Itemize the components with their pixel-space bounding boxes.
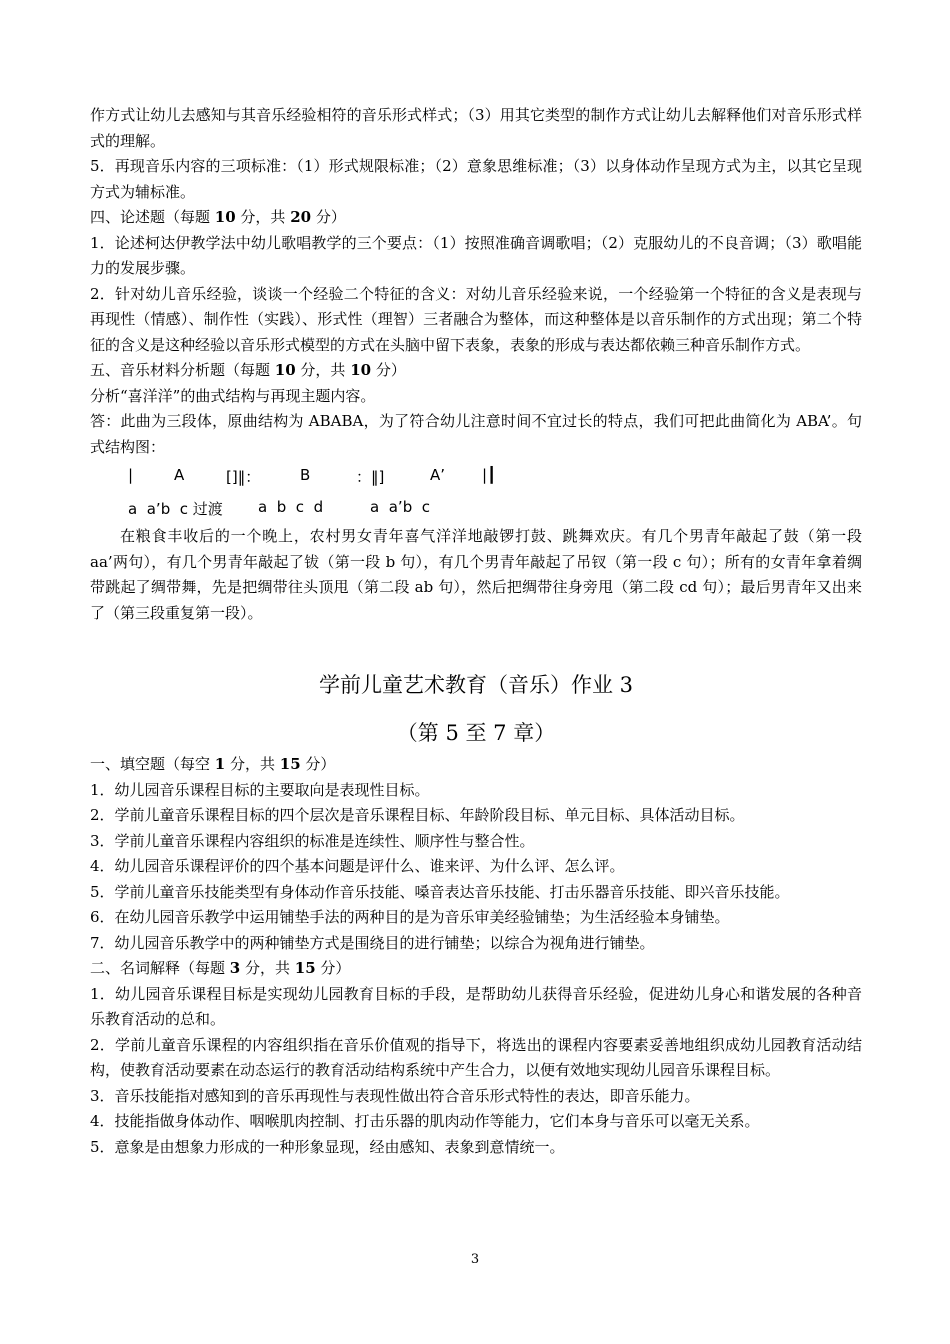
list-item: 5．学前儿童音乐技能类型有身体动作音乐技能、嗓音表达音乐技能、打击乐器音乐技能、即兴音乐技能。 [90, 882, 790, 901]
answer-text: 答：此曲为三段体，原曲结构为 ABABA，为了符合幼儿注意时间不宜过长的特点，我们可把此曲简化为 ABA’。句式结构图： [90, 412, 862, 456]
structure-symbol: A [174, 466, 185, 484]
list-item: 1．幼儿园音乐课程目标是实现幼儿园教育目标的手段，是帮助幼儿获得音乐经验，促进幼儿身心和谐发展的各种音乐教育活动的总和。 [90, 984, 862, 1028]
list-item: 4．幼儿园音乐课程评价的四个基本问题是评什么、谁来评、为什么评、怎么评。 [90, 857, 625, 875]
assignment-subtitle: （第 5 至 7 章） [396, 721, 556, 745]
structure-symbol: | [128, 466, 134, 484]
paragraph: 5．再现音乐内容的三项标准：（1）形式规限标准；（2）意象思维标准；（3）以身体动作呈现方式为主，以其它呈现方式为辅标准。 [90, 157, 862, 201]
list-item: 4．技能指做身体动作、咽喉肌肉控制、打击乐器的肌肉动作等能力，它们本身与音乐可以毫无关系。 [90, 1112, 760, 1130]
section-heading: 一、填空题（每空 1 分，共 15 分） [90, 755, 336, 773]
structure-phrase: a a’b c [370, 498, 430, 516]
list-item: 1．幼儿园音乐课程目标的主要取向是表现性目标。 [90, 780, 430, 799]
page-number: 3 [470, 1252, 480, 1267]
document-page [90, 0, 862, 1160]
list-item: 2．学前儿童音乐课程目标的四个层次是音乐课程目标、年龄阶段目标、单元目标、具体活动目标。 [90, 806, 745, 824]
paragraph: 1．论述柯达伊教学法中幼儿歌唱教学的三个要点：（1）按照准确音调歌唱；（2）克服幼儿的不良音调；（3）歌唱能力的发展步骤。 [90, 233, 862, 277]
section-heading: 二、名词解释（每题 3 分，共 15 分） [90, 959, 351, 977]
form-structure-diagram [90, 460, 862, 518]
question-text: 分析“喜洋洋”的曲式结构与再现主题内容。 [90, 386, 376, 405]
structure-symbol: A’ [430, 466, 446, 484]
narrative-paragraph: 在粮食丰收后的一个晚上，农村男女青年喜气洋洋地敲锣打鼓、跳舞欢庆。有几个男青年敲起了鼓（第一段 aa’两句），有几个男青年敲起了钹（第一段 b 句），有几个男青年敲起了吊钗（第一段 c 句）；所有的女青年拿着绸带跳起了绸带舞，先是把绸带往头顶甩（第二段 ab 句），然后把绸带往身旁甩（第二段 cd 句）；最后男青年又出来了（第三段重复第一段）。 [90, 527, 862, 622]
list-item: 2．学前儿童音乐课程的内容组织指在音乐价值观的指导下，将选出的课程内容要素妥善地组织成幼儿园教育活动结构，使教育活动要素在动态运行的教育活动结构系统中产生合力，以便有效地实现幼儿园音乐课程目标。 [90, 1035, 862, 1079]
list-item: 3．学前儿童音乐课程内容组织的标准是连续性、顺序性与整合性。 [90, 831, 535, 850]
structure-symbol: |┃ [482, 466, 497, 484]
structure-phrase: a a’b c 过渡 [128, 500, 223, 518]
paragraph: 作方式让幼儿去感知与其音乐经验相符的音乐形式样式；（3）用其它类型的制作方式让幼儿去解释他们对音乐形式样式的理解。 [90, 106, 862, 150]
structure-symbol: B [300, 466, 311, 484]
section-heading: 四、论述题（每题 10 分，共 20 分） [90, 208, 346, 226]
list-item: 5．意象是由想象力形成的一种形象显现，经由感知、表象到意情统一。 [90, 1137, 565, 1156]
structure-phrase: a b c d [258, 498, 324, 516]
assignment-title: 学前儿童艺术教育（音乐）作业 3 [318, 673, 634, 697]
list-item: 7．幼儿园音乐教学中的两种铺垫方式是围绕目的进行铺垫；以综合为视角进行铺垫。 [90, 933, 655, 952]
list-item: 3．音乐技能指对感知到的音乐再现性与表现性做出符合音乐形式特性的表达，即音乐能力。 [90, 1086, 700, 1105]
list-item: 6．在幼儿园音乐教学中运用铺垫手法的两种目的是为音乐审美经验铺垫；为生活经验本身铺垫。 [90, 908, 730, 926]
structure-symbol: []‖： [226, 468, 261, 486]
section-heading: 五、音乐材料分析题（每题 10 分，共 10 分） [90, 361, 406, 379]
structure-symbol: ：‖] [356, 468, 385, 486]
paragraph: 2．针对幼儿音乐经验，谈谈一个经验二个特征的含义：对幼儿音乐经验来说，一个经验第一个特征的含义是表现与再现性（情感）、制作性（实践）、形式性（理智）三者融合为整体，而这种整体是以音乐制作的方式出现；第二个特征的含义是这种经验以音乐形式模型的方式在头脑中留下表象，表象的形成与表达都依赖三种音乐制作方式。 [90, 284, 862, 354]
